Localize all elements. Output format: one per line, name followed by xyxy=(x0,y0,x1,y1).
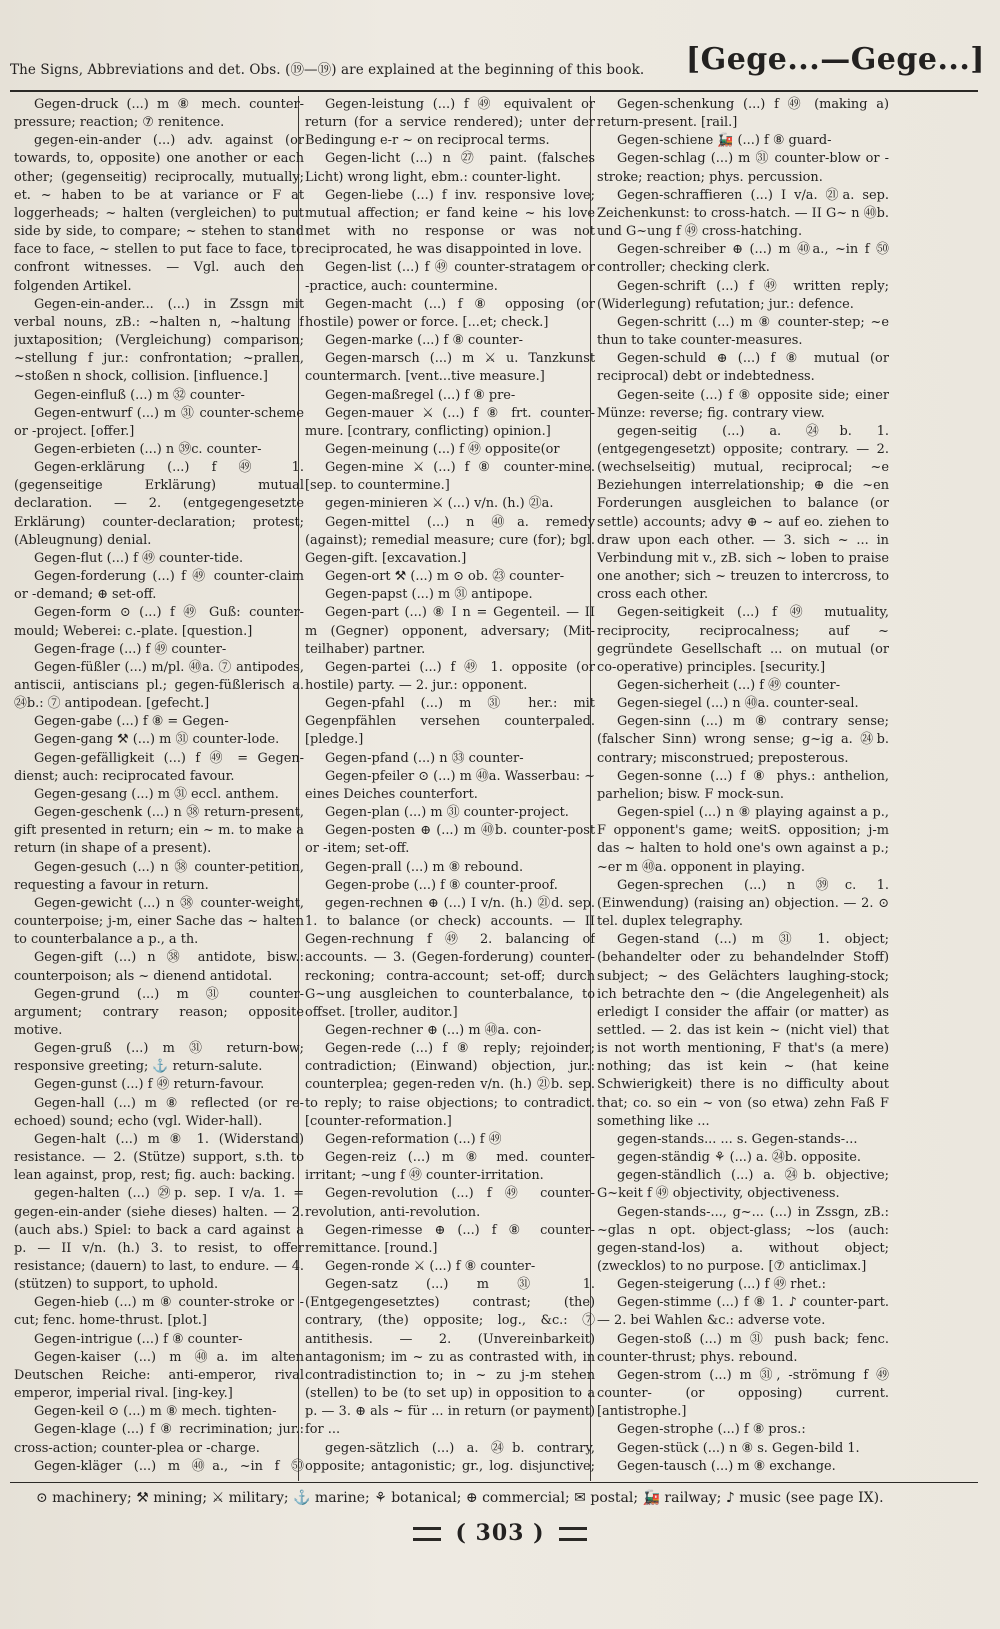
dictionary-entry: Gegen-gesuch (...) n ㊳ counter-petition, requesting a favour in return. xyxy=(14,859,304,893)
dictionary-entry: Gegen-stoß (...) m ㉛ push back; fenc. counter-thrust; phys. rebound. xyxy=(597,1331,889,1365)
dictionary-entry: Gegen-intrigue (...) f ⑧ counter- xyxy=(34,1331,243,1347)
dictionary-entry: Gegen-entwurf (...) m ㉛ counter-scheme or -project. [offer.] xyxy=(14,405,304,439)
dictionary-entry: Gegen-frage (...) f ㊾ counter- xyxy=(34,641,227,657)
dictionary-entry: Gegen-ronde ⚔ (...) f ⑧ counter- xyxy=(325,1259,536,1274)
dictionary-entry: Gegen-stands-..., g~... (...) in Zssgn, zB.: ~glas n opt. object-glass; ~los (auch: gegen-stand-los) a. without object; (zwecklos) to no purpose. [⑦ anticlimax.] xyxy=(597,1204,889,1274)
page-header xyxy=(10,40,985,90)
dictionary-entry: Gegen-keil ⊙ (...) m ⑧ mech. tighten- xyxy=(34,1404,277,1420)
dictionary-entry: Gegen-mauer ⚔ (...) f ⑧ frt. counter-mure. [contrary, conflicting) opinion.] xyxy=(305,405,595,439)
dictionary-entry: gegen-seitig (...) a. ㉔b. 1. (entgegengesetzt) opposite; contrary. — 2. (wechselseitig) mutual, reciprocal; ~e Beziehungen interrelationship; ⊕ die ~en Forderungen ausgleichen to balance (or settle) accounts; advy ⊕ ~ auf eo. ziehen to draw upon each other. — 3. sich ~ ... in Verbindung mit v., zB. sich ~ loben to praise one another; sich ~ treuzen to intercross, to cross each other. xyxy=(597,423,889,603)
dictionary-entry: Gegen-gabe (...) f ⑧ = Gegen- xyxy=(34,714,229,730)
dictionary-entry: Gegen-marke (...) f ⑧ counter- xyxy=(325,333,523,349)
dictionary-entry: Gegen-revolution (...) f ㊾ counter-revolution, anti-revolution. xyxy=(305,1186,595,1220)
page-number-line xyxy=(0,1520,1000,1546)
dictionary-entry: Gegen-klage (...) f ⑧ recrimination; jur.: cross-action; counter-plea or -charge. xyxy=(14,1422,304,1456)
dictionary-entry: Gegen-maßregel (...) f ⑧ pre- xyxy=(325,387,516,403)
dictionary-entry: Gegen-list (...) f ㊾ counter-stratagem or -practice, auch: countermine. xyxy=(305,260,595,294)
dictionary-entry: Gegen-grund (...) m ㉛ counter-argument; contrary reason; opposite motive. xyxy=(14,986,304,1038)
dictionary-entry: Gegen-siegel (...) n ㊵a. counter-seal. xyxy=(617,696,859,712)
dictionary-entry: Gegen-erbieten (...) n ㊴c. counter- xyxy=(34,441,262,457)
dictionary-entry: Gegen-liebe (...) f inv. responsive love; mutual affection; er fand keine ~ his love met with no response or was not reciprocated, he was disappointed in love. xyxy=(305,187,595,258)
dictionary-entry: Gegen-leistung (...) f ㊾ equivalent or return (for a service rendered); unter der Bedingung e-r ~ on reciprocal terms. xyxy=(305,97,595,149)
header-rule xyxy=(10,90,978,92)
column-1 xyxy=(14,96,304,1478)
dictionary-entry: Gegen-sicherheit (...) f ㊾ counter- xyxy=(617,678,841,693)
dictionary-entry: Gegen-hieb (...) m ⑧ counter-stroke or -cut; fenc. home-thrust. [plot.] xyxy=(14,1295,304,1329)
dictionary-entry: Gegen-gefälligkeit (...) f ㊾ = Gegen-dienst; auch: reciprocated favour. xyxy=(14,750,304,784)
dictionary-entry: Gegen-part (...) ⑧ I n = Gegenteil. — II m (Gegner) opponent, adversary; (Mit-teilhaber) partner. xyxy=(305,605,595,657)
dictionary-entry: Gegen-sinn (...) m ⑧ contrary sense; (falscher Sinn) wrong sense; g~ig a. ㉔b. contrary; misconstrued; preposterous. xyxy=(597,714,889,766)
dictionary-entry: Gegen-gewicht (...) n ㊳ counter-weight, counterpoise; j-m, einer Sache das ~ halten to counterbalance a p., a th. xyxy=(14,895,304,948)
dictionary-entry: Gegen-druck (...) m ⑧ mech. counter-pressure; reaction; ⑦ renitence. xyxy=(14,97,304,131)
dictionary-entry: Gegen-satz (...) m ㉛ 1. (Entgegengesetztes) contrast; (the) contrary, (the) opposite; log., &c.: ⑦ antithesis. — 2. (Unvereinbarkeit) antagonism; im ~ zu as contrasted with, in contradistinction to; in ~ zu j-m stehen (stellen) to be (to set up) in opposition to a p. — 3. ⊕ als ~ für ... in return (or payment) for ... xyxy=(305,1277,595,1438)
dictionary-entry: Gegen-seite (...) f ⑧ opposite side; einer Münze: reverse; fig. contrary view. xyxy=(597,387,889,421)
dictionary-entry: gegen-ständlich (...) a. ㉔b. objective; G~keit f ㊾ objectivity, objectiveness. xyxy=(597,1168,889,1202)
header-note: The Signs, Abbreviations and det. Obs. (⑲—⑲) are explained at the beginning of this book. xyxy=(10,62,645,78)
page-number: ( 303 ) xyxy=(455,1520,545,1546)
dictionary-entry: Gegen-gruß (...) m ㉛ return-bow; responsive greeting; ⚓ return-salute. xyxy=(14,1041,304,1075)
dictionary-entry: Gegen-schrift (...) f ㊾ written reply; (Widerlegung) refutation; jur.: defence. xyxy=(597,278,889,312)
dictionary-entry: gegen-rechnen ⊕ (...) I v/n. (h.) ㉑d. sep. 1. to balance (or check) accounts. — II Gegen-rechnung f ㊾ 2. balancing of accounts. — 3. (Gegen-forderung) counter-reckoning; contra-account; set-off; durch G~ung ausgleichen to counterbalance, to offset. [troller, auditor.] xyxy=(305,895,595,1020)
dictionary-entry: Gegen-pfeiler ⊙ (...) m ㊵a. Wasserbau: ~ eines Deiches counterfort. xyxy=(305,768,595,802)
dictionary-entry: Gegen-mittel (...) n ㊵a. remedy (against); remedial measure; cure (for); bgl. Gegen-gift. [excavation.] xyxy=(305,514,595,566)
dictionary-entry: Gegen-gunst (...) f ㊾ return-favour. xyxy=(34,1077,265,1093)
dictionary-entry: gegen-stands... ... s. Gegen-stands-... xyxy=(617,1131,858,1147)
dictionary-entry: Gegen-spiel (...) n ⑧ playing against a p., F opponent's game; weitS. opposition; j-m das ~ halten to hold one's own against a p.; ~er m ㊵a. opponent in playing. xyxy=(597,805,889,875)
footer-rule xyxy=(10,1482,978,1483)
dictionary-entry: Gegen-rechner ⊕ (...) m ㊵a. con- xyxy=(325,1022,542,1038)
dictionary-entry: Gegen-ein-ander... (...) in Zssgn mit verbal nouns, zB.: ~halten n, ~haltung f juxtaposition; (Vergleichung) comparison; ~stellung f jur.: confrontation; ~prallen, ~stoßen n shock, collision. [influence.] xyxy=(14,296,304,385)
dictionary-entry: Gegen-tausch (...) m ⑧ exchange. xyxy=(617,1458,836,1474)
dictionary-entry: Gegen-schiene 🚂 (...) f ⑧ guard- xyxy=(617,133,832,149)
dictionary-entry: Gegen-schritt (...) m ⑧ counter-step; ~e thun to take counter-measures. xyxy=(597,314,889,349)
dictionary-entry: Gegen-macht (...) f ⑧ opposing (or hostile) power or force. [...et; check.] xyxy=(305,296,595,330)
dictionary-entry: gegen-sätzlich (...) a. ㉔b. contrary, opposite; antagonistic; gr., log. disjunctive; xyxy=(305,1440,595,1474)
dictionary-entry: Gegen-sonne (...) f ⑧ phys.: anthelion, parhelion; bisw. F mock-sun. xyxy=(597,768,889,802)
dictionary-entry: Gegen-prall (...) m ⑧ rebound. xyxy=(325,859,524,875)
guide-words: [Gege...—Gege...] xyxy=(685,42,985,77)
dictionary-entry: Gegen-licht (...) n ㉗ paint. (falsches Licht) wrong light, ebm.: counter-light. xyxy=(305,151,595,185)
dictionary-entry: Gegen-mine ⚔ (...) f ⑧ counter-mine. [sep. to countermine.] xyxy=(305,460,595,494)
dictionary-entry: Gegen-stand (...) m ㉛ 1. object; (behandelter oder zu behandelnder Stoff) subject; ~ des Gelächters laughing-stock; ich betrachte den ~ (die Angelegenheit) als erledigt I consider the affair (or matter) as settled. — 2. das ist kein ~ (nicht viel) that is not worth mentioning, F that's (a mere) nothing; das ist kein ~ (hat keine Schwierigkeit) there is no difficulty about that; co. so ein ~ von (so etwa) zehn Faß F something like ... xyxy=(597,932,889,1129)
dictionary-entry: Gegen-form ⊙ (...) f ㊾ Guß: counter-mould; Weberei: c.-plate. [question.] xyxy=(14,605,304,639)
dictionary-entry: Gegen-gift (...) n ㊳ antidote, bisw.: counterpoison; als ~ dienend antidotal. xyxy=(14,950,304,984)
dictionary-entry: Gegen-kläger (...) m ㊵a., ~in f ㊿ xyxy=(34,1458,304,1474)
dictionary-entry: Gegen-marsch (...) m ⚔ u. Tanzkunst countermarch. [vent...tive measure.] xyxy=(305,351,595,385)
dictionary-entry: Gegen-schraffieren (...) I v/a. ㉑a. sep. Zeichenkunst: to cross-hatch. — II G~ n ㊵b. und G~ung f ㊾ cross-hatching. xyxy=(597,187,889,240)
dictionary-entry: Gegen-seitigkeit (...) f ㊾ mutuality, reciprocity, reciprocalness; auf ~ gegründete Gesellschaft ... on mutual (or co-operative) principles. [security.] xyxy=(597,605,889,675)
dictionary-entry: Gegen-ort ⚒ (...) m ⊙ ob. ㉓ counter- xyxy=(325,569,565,585)
column-2 xyxy=(305,96,595,1478)
dictionary-entry: Gegen-füßler (...) m/pl. ㊵a. ⑦ antipodes, antiscii, antiscians pl.; gegen-füßlerisch a. ㉔b.: ⑦ antipodean. [gefecht.] xyxy=(14,659,304,712)
dictionary-entry: Gegen-pfand (...) n ㉝ counter- xyxy=(325,750,524,766)
ornament-right xyxy=(559,1527,587,1541)
dictionary-entry: Gegen-reiz (...) m ⑧ med. counter-irritant; ~ung f ㊾ counter-irritation. xyxy=(305,1150,595,1184)
dictionary-entry: Gegen-einfluß (...) m ㉜ counter- xyxy=(34,387,245,403)
dictionary-entry xyxy=(597,1476,889,1478)
dictionary-entry: Gegen-gesang (...) m ㉛ eccl. anthem. xyxy=(34,786,279,802)
dictionary-entry: Gegen-geschenk (...) n ㊳ return-present, gift presented in return; ein ~ m. to make a return (in shape of a present). xyxy=(14,805,304,857)
dictionary-entry: Gegen-strophe (...) f ⑧ pros.: xyxy=(617,1422,806,1438)
ornament-left xyxy=(413,1527,441,1541)
dictionary-entry: Gegen-flut (...) f ㊾ counter-tide. xyxy=(34,550,244,566)
dictionary-entry: Gegen-pfahl (...) m ㉛ her.: mit Gegenpfählen versehen counterpaled. [pledge.] xyxy=(305,696,595,748)
dictionary-entry: Gegen-schlag (...) m ㉛ counter-blow or -stroke; reaction; phys. percussion. xyxy=(597,151,889,185)
dictionary-entry: gegen-minieren ⚔ (...) v/n. (h.) ㉑a. xyxy=(325,496,554,512)
dictionary-entry: Gegen-steigerung (...) f ㊾ rhet.: xyxy=(617,1277,827,1293)
dictionary-entry: Gegen-forderung (...) f ㊾ counter-claim or -demand; ⊕ set-off. xyxy=(14,569,304,603)
dictionary-entry: Gegen-hall (...) m ⑧ reflected (or re-echoed) sound; echo (vgl. Wider-hall). xyxy=(14,1095,304,1129)
dictionary-entry: Gegen-kaiser (...) m ㊵a. im alten Deutschen Reiche: anti-emperor, rival emperor, imperial rival. [ing-key.] xyxy=(14,1349,304,1402)
dictionary-entry: Gegen-reformation (...) f ㊾ xyxy=(325,1131,502,1147)
dictionary-entry: Gegen-schuld ⊕ (...) f ⑧ mutual (or reciprocal) debt or indebtedness. xyxy=(597,351,889,385)
dictionary-entry: Gegen-halt (...) m ⑧ 1. (Widerstand) resistance. — 2. (Stütze) support, s.th. to lean against, prop, rest; fig. auch: backing. xyxy=(14,1131,304,1184)
dictionary-entry: gegen-halten (...) ㉙p. sep. I v/a. 1. = gegen-ein-ander (siehe dieses) halten. — 2. (auch abs.) Spiel: to back a card against a p. — II v/n. (h.) 3. to resist, to offer resistance; (dauern) to last, to endure. — 4. (stützen) to support, to uphold. xyxy=(14,1186,304,1293)
dictionary-entry: Gegen-strom (...) m ㉛, -strömung f ㊾ counter- (or opposing) current. [antistrophe.] xyxy=(597,1367,889,1420)
column-3 xyxy=(597,96,889,1478)
symbol-legend: ⊙ machinery; ⚒ mining; ⚔ military; ⚓ marine; ⚘ botanical; ⊕ commercial; ✉ postal; 🚂 railway; ♪ music (see page IX). xyxy=(36,1490,884,1506)
dictionary-entry: Gegen-rimesse ⊕ (...) f ⑧ counter-remittance. [round.] xyxy=(305,1222,595,1256)
dictionary-entry: gegen-ein-ander (...) adv. against (or towards, to, opposite) one another or each other; (gegenseitig) reciprocally, mutually; et. ~ haben to be at variance or F at loggerheads; ~ halten (vergleichen) to put side by side, to compare; ~ stehen to stand face to face, ~ stellen to put face to face, to confront witnesses. — Vgl. auch den folgenden Artikel. xyxy=(14,133,304,294)
dictionary-entry: Gegen-partei (...) f ㊾ 1. opposite (or hostile) party. — 2. jur.: opponent. xyxy=(305,659,595,693)
dictionary-entry: Gegen-posten ⊕ (...) m ㊵b. counter-post or -item; set-off. xyxy=(305,823,595,857)
dictionary-entry: Gegen-erklärung (...) f ㊾ 1. (gegenseitige Erklärung) mutual declaration. — 2. (entgegengesetzte Erklärung) counter-declaration; protest; (Ableugnung) denial. xyxy=(14,460,304,548)
dictionary-entry: Gegen-stück (...) n ⑧ s. Gegen-bild 1. xyxy=(617,1440,860,1456)
dictionary-entry: Gegen-papst (...) m ㉛ antipope. xyxy=(325,587,533,603)
dictionary-entry: Gegen-plan (...) m ㉛ counter-project. xyxy=(325,805,569,821)
dictionary-entry: Gegen-gang ⚒ (...) m ㉛ counter-lode. xyxy=(34,732,280,748)
dictionary-entry: Gegen-probe (...) f ⑧ counter-proof. xyxy=(325,877,558,893)
dictionary-entry: Gegen-schenkung (...) f ㊾ (making a) return-present. [rail.] xyxy=(597,97,889,131)
dictionary-entry: Gegen-meinung (...) f ㊾ opposite(or xyxy=(325,441,560,457)
dictionary-entry: Gegen-rede (...) f ⑧ reply; rejoinder; contradiction; (Einwand) objection, jur.: counterplea; gegen-reden v/n. (h.) ㉑b. sep. to reply; to raise objections; to contradict. [counter-reformation.] xyxy=(305,1041,595,1129)
dictionary-entry: Gegen-sprechen (...) n ㊴c. 1. (Einwendung) (raising an) objection. — 2. ⊙ tel. duplex telegraphy. xyxy=(597,877,889,930)
dictionary-entry: gegen-ständig ⚘ (...) a. ㉔b. opposite. xyxy=(617,1150,861,1166)
dictionary-entry: Gegen-schreiber ⊕ (...) m ㊵a., ~in f ㊿ controller; checking clerk. xyxy=(597,242,889,276)
dictionary-entry: Gegen-stimme (...) f ⑧ 1. ♪ counter-part. — 2. bei Wahlen &c.: adverse vote. xyxy=(597,1295,889,1329)
